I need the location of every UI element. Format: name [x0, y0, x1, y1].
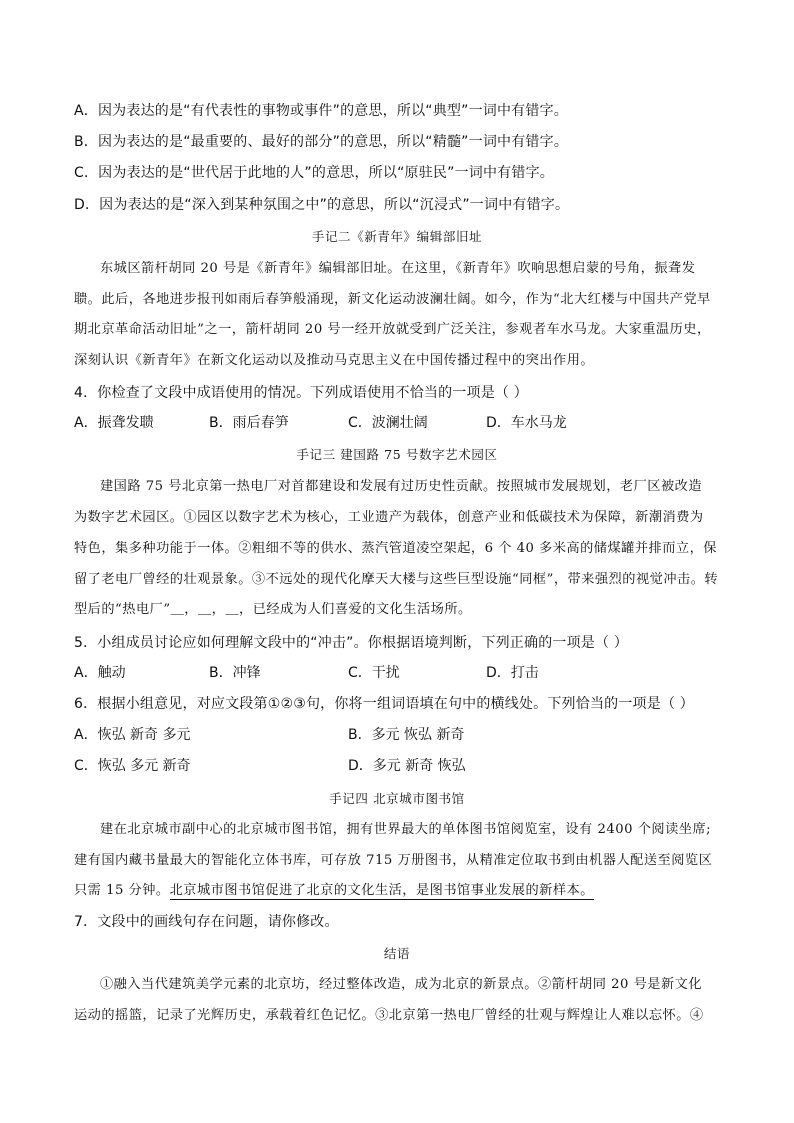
- q3-option-d: D．因为表达的是“深入到某种氛围之中”的意思，所以“沉浸式”一词中有错字。: [74, 197, 570, 213]
- note4-line-3-prefix: 只需 15 分钟。: [74, 883, 170, 898]
- q6-stem: 6．根据小组意见，对应文段第①②③句，你将一组词语填在句中的横线处。下列恰当的一项是（ ）: [74, 696, 695, 712]
- note3-line-4: 留了老电厂曾经的壮观景象。③不远处的现代化摩天大楼与这些巨型设施“同框”，带来强烈的视觉冲击。转: [74, 572, 719, 587]
- note2-line-3: 期北京革命活动旧址”之一，箭杆胡同 20 号一经开放就受到广泛关注，参观者车水马龙。大家重温历史，: [74, 322, 711, 337]
- q4-option-b: B．雨后春笋: [209, 415, 289, 431]
- note3-line-2: 为数字艺术园区。①园区以数字艺术为核心，工业遗产为载体，创意产业和低碳技术为保障，新潮消费为: [74, 510, 704, 525]
- note4-line-1: 建在北京城市副中心的北京城市图书馆，拥有世界最大的单体图书馆阅览室，设有 2400 个阅读坐席;: [100, 822, 712, 837]
- note2-heading: 手记二《新青年》编辑部旧址: [311, 229, 483, 244]
- note2-line-2: 聩。此后，各地进步报刊如雨后春笋般涌现，新文化运动波澜壮阔。如今，作为“北大红楼与中国共产党早: [74, 292, 711, 307]
- q3-option-a: A．因为表达的是“有代表性的事物或事件”的意思，所以“典型”一词中有错字。: [74, 103, 568, 119]
- q6-option-c: C．恢弘 多元 新奇: [74, 758, 191, 774]
- q4-option-c: C．波澜壮阔: [348, 415, 428, 431]
- q6-option-a: A．恢弘 新奇 多元: [74, 727, 191, 743]
- q4-stem: 4．你检查了文段中成语使用的情况。下列成语使用不恰当的一项是（ ）: [74, 385, 528, 401]
- note3-line-5: 型后的“热电厂”＿，＿，＿，已经成为人们喜爱的文化生活场所。: [74, 602, 472, 617]
- q6-option-d: D．多元 新奇 恢弘: [348, 758, 466, 774]
- q5-option-a: A．触动: [74, 665, 126, 681]
- q6-option-b: B．多元 恢弘 新奇: [348, 727, 465, 743]
- conclusion-line-2: 运动的摇篮，记录了光辉历史，承载着红色记忆。③北京第一热电厂曾经的壮观与辉煌让人难以忘怀。④: [74, 1008, 704, 1023]
- q4-option-a: A．振聋发聩: [74, 415, 154, 431]
- q5-stem: 5．小组成员讨论应如何理解文段中的“冲击”。你根据语境判断，下列正确的一项是（ ）: [74, 635, 629, 651]
- note3-line-3: 特色，集多种功能于一体。②粗细不等的供水、蒸汽管道凌空架起，6 个 40 多米高的储煤罐并排而立，保: [74, 541, 717, 556]
- note4-line-2: 建有国内藏书量最大的智能化立体书库，可存放 715 万册图书，从精准定位取书到由机器人配送至阅览区: [74, 853, 713, 868]
- q3-option-b: B．因为表达的是“最重要的、最好的部分”的意思，所以“精髓”一词中有错字。: [74, 134, 569, 150]
- q4-option-d: D．车水马龙: [486, 415, 567, 431]
- note4-line-3: [74, 881, 724, 901]
- conclusion-heading: 结语: [383, 946, 411, 961]
- note2-line-4: 深刻认识《新青年》在新文化运动以及推动马克思主义在中国传播过程中的突出作用。: [74, 353, 595, 368]
- note2-line-1: 东城区箭杆胡同 20 号是《新青年》编辑部旧址。在这里，《新青年》吹响思想启蒙的号角，振聋发: [100, 261, 696, 276]
- underlined-sentence: 北京城市图书馆促进了北京的文化生活，是图书馆事业发展的新样本。: [169, 883, 594, 898]
- conclusion-line-1: ①融入当代建筑美学元素的北京坊，经过整体改造，成为北京的新景点。②箭杆胡同 20 号是新文化: [100, 977, 703, 992]
- note4-heading: 手记四 北京城市图书馆: [329, 791, 465, 806]
- q5-option-d: D．打击: [486, 665, 539, 681]
- q5-option-b: B．冲锋: [209, 665, 261, 681]
- q5-option-c: C．干扰: [348, 665, 400, 681]
- q3-option-c: C．因为表达的是“世代居于此地的人”的意思，所以“原驻民”一词中有错字。: [74, 165, 554, 181]
- q7-stem: 7．文段中的画线句存在问题，请你修改。: [74, 914, 339, 930]
- note3-line-1: 建国路 75 号北京第一热电厂对首都建设和发展有过历史性贡献。按照城市发展规划，老厂区被改造: [100, 479, 703, 494]
- note3-heading: 手记三 建国路 75 号数字艺术园区: [296, 447, 498, 462]
